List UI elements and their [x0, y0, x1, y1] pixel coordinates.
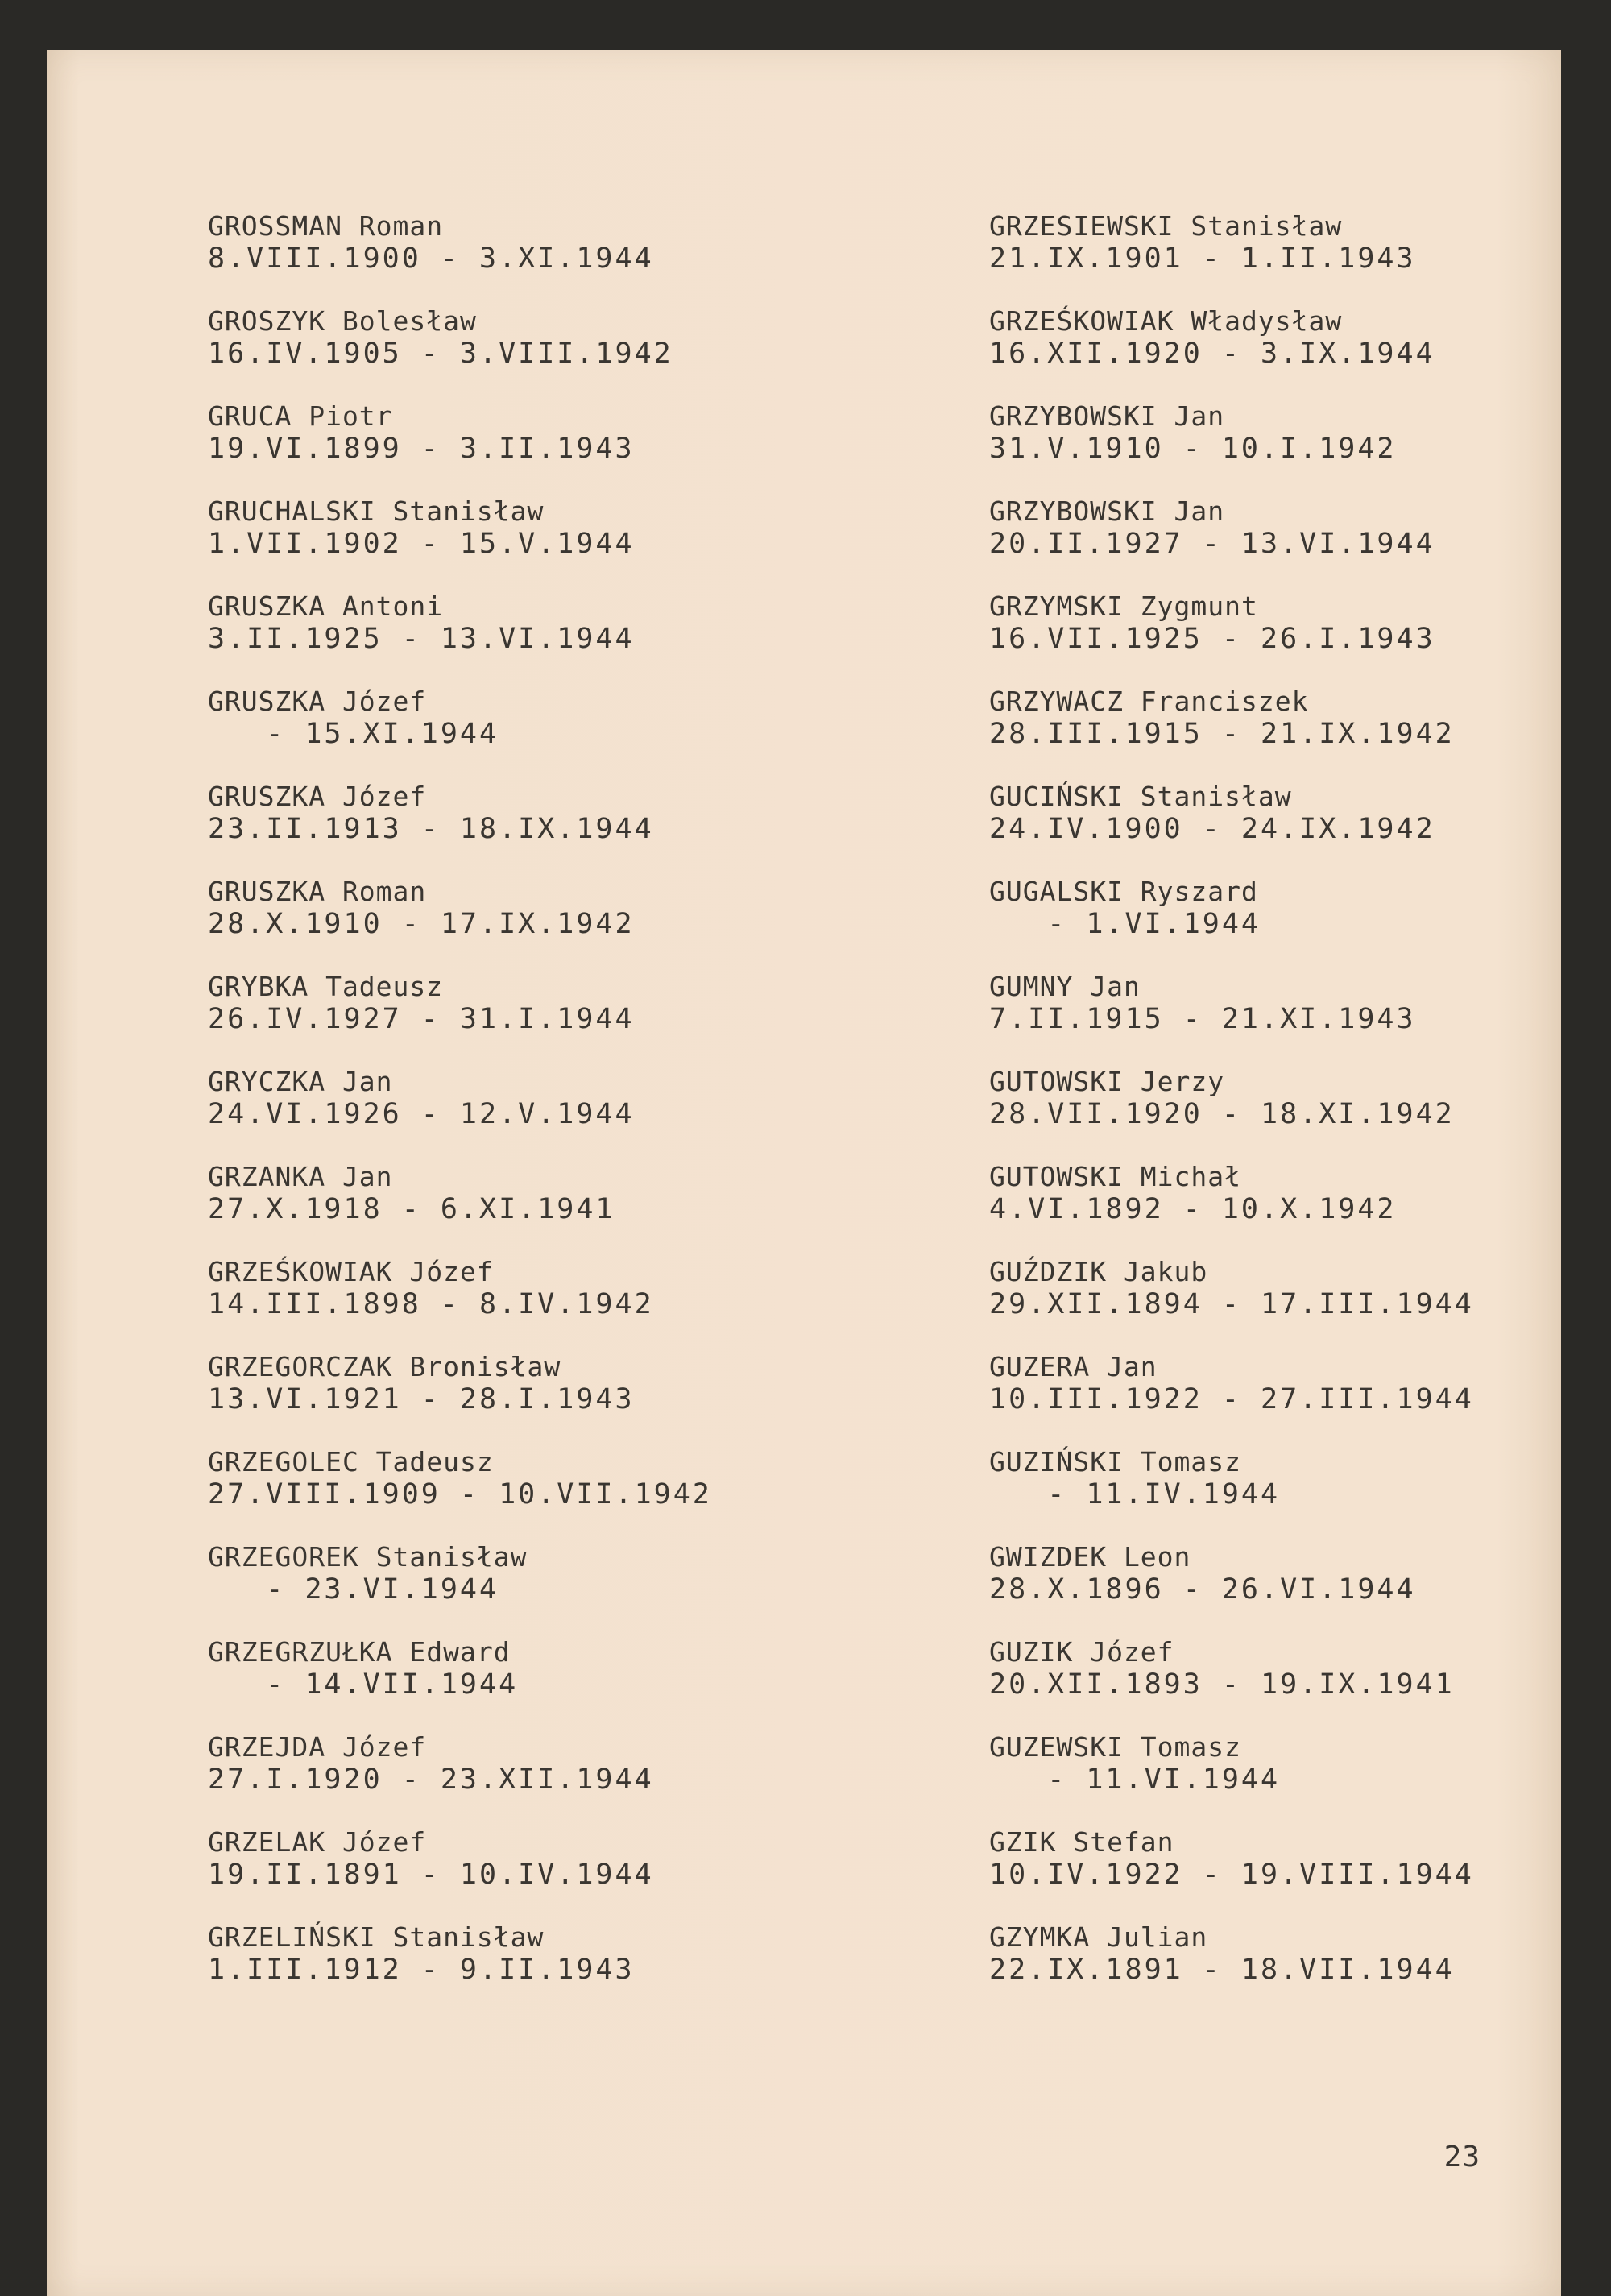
life-dates: 23.II.1913 - 18.IX.1944 [208, 813, 654, 845]
life-dates: 8.VIII.1900 - 3.XI.1944 [208, 242, 654, 275]
person-name: GRUSZKA Roman [208, 876, 427, 907]
life-dates: 4.VI.1892 - 10.X.1942 [989, 1193, 1397, 1225]
list-item [989, 1067, 1611, 1162]
life-dates: 14.III.1898 - 8.IV.1942 [208, 1288, 654, 1320]
person-name: GRZEGOREK Stanisław [208, 1541, 528, 1573]
person-name: GRZANKA Jan [208, 1161, 393, 1192]
list-item [208, 877, 868, 972]
list-item [989, 1162, 1611, 1257]
person-name: GRZYWACZ Franciszek [989, 686, 1309, 717]
list-item [208, 686, 868, 781]
life-dates: 3.II.1925 - 13.VI.1944 [208, 623, 635, 655]
person-name: GRZYBOWSKI Jan [989, 495, 1225, 527]
life-dates: 10.IV.1922 - 19.VIII.1944 [989, 1859, 1474, 1891]
life-dates: 28.VII.1920 - 18.XI.1942 [989, 1098, 1455, 1130]
list-item [208, 1447, 868, 1542]
life-dates: 20.II.1927 - 13.VI.1944 [989, 528, 1435, 560]
life-dates: 27.X.1918 - 6.XI.1941 [208, 1193, 615, 1225]
person-name: GUTOWSKI Jerzy [989, 1066, 1225, 1097]
life-dates: 28.X.1910 - 17.IX.1942 [208, 908, 635, 940]
person-name: GZYMKA Julian [989, 1921, 1208, 1953]
list-item [989, 686, 1611, 781]
life-dates: - 11.IV.1944 [989, 1478, 1281, 1511]
life-dates: 13.VI.1921 - 28.I.1943 [208, 1383, 635, 1415]
list-item [208, 1542, 868, 1637]
list-item [208, 496, 868, 591]
list-item [989, 496, 1611, 591]
life-dates: 28.X.1896 - 26.VI.1944 [989, 1573, 1416, 1606]
person-name: GRZYBOWSKI Jan [989, 400, 1225, 432]
list-item [208, 1827, 868, 1922]
list-item [208, 781, 868, 877]
person-name: GRYBKA Tadeusz [208, 971, 444, 1002]
person-name: GUZEWSKI Tomasz [989, 1731, 1242, 1763]
person-name: GRZEGORCZAK Bronisław [208, 1351, 561, 1382]
life-dates: 7.II.1915 - 21.XI.1943 [989, 1003, 1416, 1035]
person-name: GRZEŚKOWIAK Józef [208, 1256, 494, 1287]
list-item [989, 1447, 1611, 1542]
list-item [989, 1542, 1611, 1637]
list-item [989, 972, 1611, 1067]
list-item [989, 211, 1611, 306]
life-dates: 20.XII.1893 - 19.IX.1941 [989, 1668, 1455, 1701]
person-name: GRUCHALSKI Stanisław [208, 495, 545, 527]
person-name: GROSSMAN Roman [208, 210, 444, 242]
person-name: GUCIŃSKI Stanisław [989, 781, 1292, 812]
list-item [989, 1637, 1611, 1732]
person-name: GUZIK Józef [989, 1636, 1174, 1668]
life-dates: 28.III.1915 - 21.IX.1942 [989, 718, 1455, 750]
right-name-column [989, 211, 1611, 2017]
life-dates: 16.VII.1925 - 26.I.1943 [989, 623, 1435, 655]
person-name: GRZEGRZUŁKA Edward [208, 1636, 511, 1668]
list-item [989, 401, 1611, 496]
person-name: GRZEŚKOWIAK Władysław [989, 305, 1343, 337]
list-item [989, 591, 1611, 686]
life-dates: 19.VI.1899 - 3.II.1943 [208, 433, 635, 465]
life-dates: 10.III.1922 - 27.III.1944 [989, 1383, 1474, 1415]
life-dates: 16.XII.1920 - 3.IX.1944 [989, 338, 1435, 370]
list-item [208, 1637, 868, 1732]
life-dates: 24.IV.1900 - 24.IX.1942 [989, 813, 1435, 845]
list-item [989, 877, 1611, 972]
life-dates: 27.VIII.1909 - 10.VII.1942 [208, 1478, 712, 1511]
life-dates: - 15.XI.1944 [208, 718, 499, 750]
life-dates: 22.IX.1891 - 18.VII.1944 [989, 1954, 1455, 1986]
person-name: GUZIŃSKI Tomasz [989, 1446, 1242, 1477]
list-item [989, 306, 1611, 401]
person-name: GRUSZKA Józef [208, 686, 427, 717]
life-dates: 16.IV.1905 - 3.VIII.1942 [208, 338, 673, 370]
life-dates: 29.XII.1894 - 17.III.1944 [989, 1288, 1474, 1320]
person-name: GUZERA Jan [989, 1351, 1158, 1382]
person-name: GRZELAK Józef [208, 1826, 427, 1858]
life-dates: 26.IV.1927 - 31.I.1944 [208, 1003, 635, 1035]
list-item [208, 1352, 868, 1447]
life-dates: - 1.VI.1944 [989, 908, 1261, 940]
list-item [208, 211, 868, 306]
person-name: GUŹDZIK Jakub [989, 1256, 1208, 1287]
person-name: GRZELIŃSKI Stanisław [208, 1921, 545, 1953]
list-item [208, 1162, 868, 1257]
life-dates: 1.III.1912 - 9.II.1943 [208, 1954, 635, 1986]
life-dates: 27.I.1920 - 23.XII.1944 [208, 1763, 654, 1796]
list-item [989, 781, 1611, 877]
left-name-column [208, 211, 868, 2017]
person-name: GWIZDEK Leon [989, 1541, 1191, 1573]
list-item [989, 1827, 1611, 1922]
life-dates: 24.VI.1926 - 12.V.1944 [208, 1098, 635, 1130]
list-item [208, 1257, 868, 1352]
list-item [208, 401, 868, 496]
list-item [208, 591, 868, 686]
list-item [208, 306, 868, 401]
person-name: GZIK Stefan [989, 1826, 1174, 1858]
list-item [989, 1922, 1611, 2017]
list-item [989, 1352, 1611, 1447]
list-item [208, 972, 868, 1067]
person-name: GROSZYK Bolesław [208, 305, 477, 337]
list-item [989, 1257, 1611, 1352]
life-dates: - 23.VI.1944 [208, 1573, 499, 1606]
list-item [208, 1922, 868, 2017]
person-name: GUTOWSKI Michał [989, 1161, 1242, 1192]
person-name: GRUCA Piotr [208, 400, 393, 432]
list-item [989, 1732, 1611, 1827]
life-dates: 19.II.1891 - 10.IV.1944 [208, 1859, 654, 1891]
list-item [208, 1067, 868, 1162]
person-name: GRZEJDA Józef [208, 1731, 427, 1763]
person-name: GRZYMSKI Zygmunt [989, 591, 1258, 622]
person-name: GRUSZKA Józef [208, 781, 427, 812]
person-name: GUMNY Jan [989, 971, 1141, 1002]
person-name: GRZESIEWSKI Stanisław [989, 210, 1343, 242]
life-dates: 1.VII.1902 - 15.V.1944 [208, 528, 635, 560]
page-number: 23 [1443, 2141, 1481, 2174]
document-page [47, 50, 1561, 2296]
list-item [208, 1732, 868, 1827]
life-dates: - 11.VI.1944 [989, 1763, 1281, 1796]
person-name: GRYCZKA Jan [208, 1066, 393, 1097]
person-name: GRUSZKA Antoni [208, 591, 444, 622]
person-name: GRZEGOLEC Tadeusz [208, 1446, 494, 1477]
life-dates: - 14.VII.1944 [208, 1668, 519, 1701]
life-dates: 31.V.1910 - 10.I.1942 [989, 433, 1397, 465]
person-name: GUGALSKI Ryszard [989, 876, 1258, 907]
life-dates: 21.IX.1901 - 1.II.1943 [989, 242, 1416, 275]
